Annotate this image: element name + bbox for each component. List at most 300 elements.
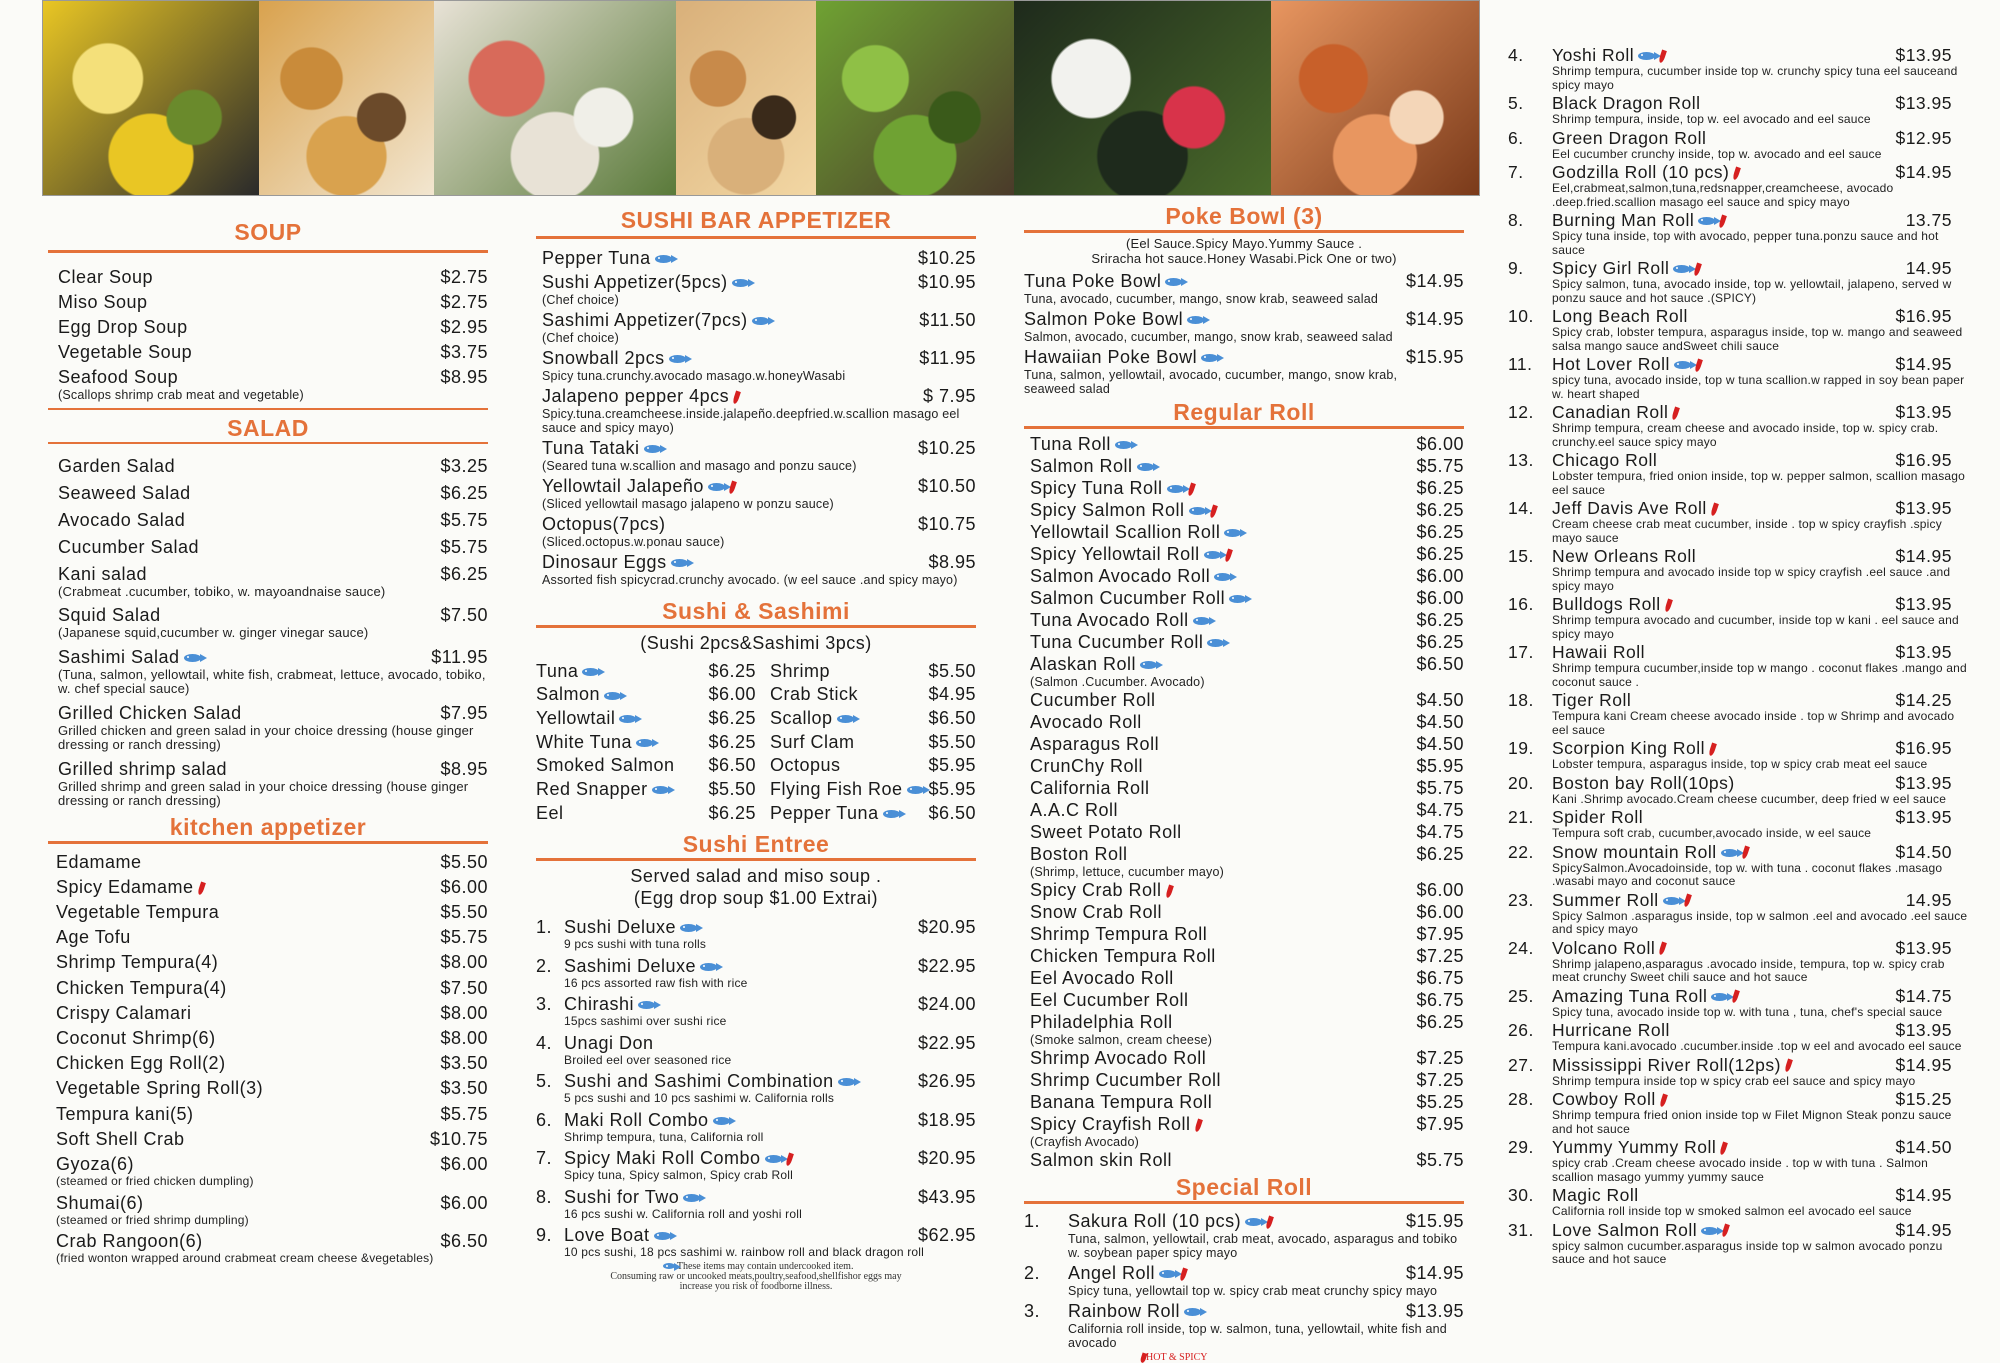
item-name: Shrimp Tempura Roll [1030, 924, 1208, 944]
item-description: (Sliced yellowtail masago jalapeno w ponzu sauce) [542, 497, 834, 511]
item-description: Lobster tempura, asparagus inside, top w spicy crab meat eel sauce [1552, 757, 1928, 771]
special-rolls-list [1508, 45, 1968, 1267]
item-price: $6.50 [1416, 654, 1464, 674]
item-name: Tuna Poke Bowl [1024, 271, 1162, 291]
menu-item [1508, 258, 1952, 278]
item-name: California Roll [1030, 778, 1150, 798]
item-price: $14.95 [1895, 162, 1952, 182]
pepper-icon [1664, 598, 1673, 612]
fish-icon [638, 1001, 655, 1009]
item-description: Spicy tuna inside, top with avocado, pepper tuna.ponzu sauce and hot sauce [1552, 229, 1939, 257]
menu-item [1024, 1262, 1464, 1284]
item-description: Lobster tempura, fried onion inside, top w. pepper salmon, scallion masago eel sauce [1552, 469, 1966, 497]
item-name: Eel [536, 802, 564, 823]
special-title: Special Roll [1175, 1174, 1313, 1200]
item-price: $14.95 [1895, 1185, 1952, 1205]
item-name: Bulldogs Roll [1552, 594, 1661, 614]
item-name: Vegetable Spring Roll(3) [56, 1078, 264, 1099]
menu-item [58, 316, 488, 338]
menu-item [1030, 733, 1464, 755]
item-price: $6.75 [1416, 990, 1464, 1010]
item-description: California roll inside, top w. salmon, tuna, yellowtail, white fish and avocado [1068, 1322, 1447, 1350]
item-description: Spicy Salmon .asparagus inside, top w salmon .eel and avocado .eel sauce and spicy mayo [1552, 908, 1968, 936]
item-name: Salmon Poke Bowl [1024, 309, 1184, 329]
menu-item [536, 993, 976, 1015]
item-price: $6.00 [1416, 880, 1464, 900]
item-name: Scallop [770, 708, 833, 729]
menu-item [58, 758, 488, 780]
item-price: $6.50 [440, 1231, 488, 1252]
item-price: $62.95 [917, 1225, 976, 1245]
item-description: 9 pcs sushi with tuna rolls [564, 937, 707, 951]
fish-icon [1140, 661, 1157, 669]
sushi-sashimi-right [770, 658, 976, 824]
item-price: $10.50 [917, 476, 976, 496]
salad-title: SALAD [227, 414, 309, 441]
menu-item [1030, 945, 1464, 967]
pepper-icon [1672, 406, 1681, 420]
menu-item [1508, 306, 1952, 326]
item-description: (Shrimp, lettuce, cucumber mayo) [1030, 865, 1224, 879]
item-description: Cream cheese crab meat cucumber, inside . top w spicy crayfish .spicy mayo sauce [1552, 517, 1942, 545]
menu-item [1030, 1091, 1464, 1113]
item-price: $13.95 [1895, 45, 1952, 65]
item-description: (Salmon .Cucumber. Avocado) [1030, 675, 1205, 689]
item-price: $6.25 [1416, 1012, 1464, 1032]
item-name: Edamame [56, 851, 142, 872]
column-soup-salad-kitchen [48, 218, 488, 1266]
item-price: $43.95 [917, 1186, 976, 1207]
menu-item [56, 951, 488, 973]
item-price: $14.95 [1895, 1219, 1952, 1240]
menu-item [1030, 1113, 1464, 1135]
item-price: $3.25 [440, 455, 488, 476]
item-name: Garden Salad [58, 455, 176, 476]
poke-line1: (Eel Sauce.Spicy Mayo.Yummy Sauce . [1125, 236, 1363, 251]
menu-item [1024, 270, 1464, 292]
soup-title: SOUP [234, 219, 302, 245]
item-price: $11.50 [919, 310, 976, 330]
item-price: $7.50 [440, 605, 488, 625]
item-number: 10. [1508, 306, 1534, 326]
item-price: $6.25 [1416, 632, 1464, 652]
item-description: Spicy tuna.crunchy.avocado masago.w.honeyWasabi [542, 369, 846, 383]
item-price: $2.75 [440, 267, 488, 287]
menu-item [1030, 499, 1464, 521]
item-name: Sushi for Two [564, 1186, 680, 1207]
fish-icon [1115, 441, 1132, 449]
item-name: Shrimp Avocado Roll [1030, 1048, 1207, 1068]
fish-icon [1673, 265, 1690, 273]
item-description: Kani .Shrimp avocado.Cream cheese cucumber, deep fried w eel sauce [1552, 791, 1947, 806]
item-name: Hawaii Roll [1552, 642, 1646, 662]
menu-item [1024, 1300, 1464, 1322]
item-name: White Tuna [536, 731, 633, 752]
legend-label: HOT & SPICY [1146, 1352, 1208, 1363]
item-name: Salmon Avocado Roll [1030, 566, 1211, 586]
item-number: 1. [1024, 1211, 1041, 1231]
item-price: $6.50 [928, 708, 976, 729]
item-number: 23. [1508, 889, 1534, 910]
item-price: 13.75 [1905, 210, 1952, 230]
pepper-icon [1708, 742, 1717, 756]
item-number: 4. [536, 1032, 553, 1053]
item-description: Shrimp tempura avocado and cucumber, inside top w kani . eel sauce and spicy mayo [1552, 613, 1959, 641]
item-price: $16.95 [1895, 306, 1952, 326]
item-price: $7.25 [1416, 1048, 1464, 1068]
fish-icon [1193, 617, 1210, 625]
item-price: $6.00 [1416, 588, 1464, 608]
item-price: $13.95 [1895, 93, 1952, 113]
item-description: Shrimp tempura inside top w spicy crab eel sauce and spicy mayo [1552, 1073, 1916, 1088]
fish-icon [765, 1155, 782, 1163]
item-price: $20.95 [917, 1148, 976, 1168]
item-price: $5.75 [1416, 456, 1464, 476]
item-description: (steamed or fried shrimp dumpling) [56, 1212, 249, 1227]
fish-icon [1711, 993, 1728, 1001]
item-name: Tuna Avocado Roll [1030, 610, 1189, 630]
item-name: Cucumber Salad [58, 536, 200, 557]
item-name: Asparagus Roll [1030, 734, 1160, 754]
item-description: 15pcs sashimi over sushi rice [564, 1014, 727, 1028]
item-name: Spicy Maki Roll Combo [564, 1148, 761, 1168]
menu-item [56, 901, 488, 923]
item-name: Angel Roll [1068, 1263, 1156, 1283]
item-price: $6.25 [1416, 522, 1464, 542]
menu-item [1024, 308, 1464, 330]
menu-item [58, 455, 488, 477]
menu-item [536, 660, 756, 682]
item-price: $4.50 [1416, 734, 1464, 754]
item-name: Hot Lover Roll [1552, 354, 1670, 374]
item-price: $14.95 [1895, 354, 1952, 374]
item-price: $13.95 [1895, 498, 1952, 518]
item-description: Spicy tuna, avocado inside top w. with tuna , tuna, chef's special sauce [1552, 1004, 1943, 1019]
fish-icon [1663, 897, 1680, 905]
item-price: $5.50 [928, 731, 976, 752]
item-price: $14.95 [1405, 1263, 1464, 1283]
item-description: Tuna, avocado, cucumber, mango, snow krab, seaweed salad [1024, 292, 1378, 306]
item-description: Spicy.tuna.creamcheese.inside.jalapeño.deepfried.w.scallion masago eel sauce and spicy mayo) [542, 407, 960, 435]
item-name: Volcano Roll [1552, 937, 1656, 958]
menu-item [56, 1128, 488, 1150]
sushi-entree-line1: Served salad and miso soup . [630, 866, 882, 886]
fish-icon [1207, 639, 1224, 647]
item-number: 21. [1508, 807, 1534, 827]
item-name: Sashimi Deluxe [564, 955, 697, 976]
item-name: Shrimp [770, 660, 831, 681]
item-price: $7.95 [440, 702, 488, 723]
item-name: A.A.C Roll [1030, 800, 1119, 820]
menu-item [1030, 653, 1464, 675]
menu-item [1024, 346, 1464, 368]
menu-item [770, 660, 976, 682]
menu-item [536, 1032, 976, 1054]
menu-item [58, 341, 488, 363]
menu-item [1508, 1055, 1952, 1075]
menu-item [56, 1002, 488, 1024]
item-price: $14.75 [1895, 985, 1952, 1006]
menu-item [536, 802, 756, 824]
item-number: 11. [1508, 354, 1533, 374]
menu-item [58, 291, 488, 313]
item-name: Coconut Shrimp(6) [56, 1028, 216, 1048]
menu-item [1030, 799, 1464, 821]
fish-icon [1674, 361, 1691, 369]
menu-item [536, 916, 976, 938]
item-number: 1. [536, 917, 553, 937]
item-name: Gyoza(6) [56, 1153, 135, 1174]
item-description: spicy tuna, avocado inside, top w tuna scallion.w rapped in soy bean paper w. heart shaped [1552, 373, 1965, 401]
item-name: Avocado Salad [58, 509, 186, 530]
item-price: $6.25 [440, 563, 488, 584]
item-name: Cowboy Roll [1552, 1089, 1656, 1109]
item-name: Avocado Roll [1030, 712, 1142, 732]
item-name: Spicy Girl Roll [1552, 258, 1670, 278]
item-description: 5 pcs sushi and 10 pcs sashimi w. California rolls [564, 1091, 835, 1105]
item-name: Snow Crab Roll [1030, 902, 1163, 922]
item-description: Salmon, avocado, cucumber, mango, snow krab, seaweed salad [1024, 330, 1393, 344]
item-number: 26. [1508, 1020, 1534, 1040]
menu-item [1508, 986, 1952, 1006]
photo-edamame [816, 1, 1014, 195]
menu-item [1508, 1220, 1952, 1240]
menu-item [1508, 642, 1952, 662]
column-poke-regular-special [1024, 202, 1464, 1363]
item-name: Burning Man Roll [1552, 210, 1695, 230]
item-name: Amazing Tuna Roll [1552, 985, 1708, 1006]
item-price: $13.95 [1895, 402, 1952, 422]
item-price: $13.95 [1895, 1020, 1952, 1040]
menu-item [536, 707, 756, 729]
fish-icon [1224, 529, 1241, 537]
pepper-icon [1710, 502, 1719, 516]
item-description: Shrimp jalapeno,asparagus .avocado inside, tempura, top w. spicy crab meat crunchy Sweet chili sauce and hot sauce [1552, 956, 1945, 984]
menu-item [1030, 821, 1464, 843]
item-price: $6.25 [708, 731, 756, 752]
photo-sushi-rolls [434, 1, 676, 195]
item-name: Chicken Tempura Roll [1030, 946, 1216, 966]
pepper-icon [1659, 1093, 1668, 1107]
item-name: Long Beach Roll [1552, 306, 1688, 326]
item-number: 6. [1508, 127, 1524, 148]
fish-icon [680, 924, 697, 932]
item-price: $4.50 [1416, 712, 1464, 732]
item-name: Clear Soup [58, 267, 154, 287]
item-price: $6.25 [1416, 844, 1464, 864]
item-description: Tempura kani Cream cheese avocado inside . top w Shrimp and avocado eel sauce [1552, 709, 1955, 737]
menu-item [1030, 1047, 1464, 1069]
item-name: Spicy Edamame [56, 876, 194, 897]
menu-item [542, 475, 976, 497]
item-description: (Crabmeat .cucumber, tobiko, w. mayoandnaise sauce) [58, 583, 386, 599]
fish-icon [619, 715, 636, 723]
menu-item [1508, 773, 1952, 793]
item-price: $6.75 [1416, 968, 1464, 988]
menu-item [770, 754, 976, 776]
menu-item [1030, 1069, 1464, 1091]
item-description: (Chef choice) [542, 331, 619, 345]
sushi-sashimi-left [536, 658, 756, 824]
item-price: $2.95 [440, 317, 488, 337]
item-price: $5.75 [1416, 1150, 1464, 1170]
sushi-sashimi-title: Sushi & Sashimi [662, 598, 850, 624]
item-name: Tempura kani(5) [56, 1103, 194, 1124]
photo-gyoza [676, 1, 816, 195]
item-name: Soft Shell Crab [56, 1128, 185, 1149]
item-number: 12. [1508, 402, 1534, 422]
item-name: Scorpion King Roll [1552, 738, 1705, 758]
item-name: Tiger Roll [1552, 690, 1632, 710]
item-name: Sakura Roll (10 pcs) [1068, 1211, 1242, 1231]
item-price: $18.95 [917, 1109, 976, 1130]
item-name: Hawaiian Poke Bowl [1024, 347, 1198, 367]
item-name: Black Dragon Roll [1552, 93, 1701, 113]
fish-icon [669, 355, 686, 363]
menu-item [542, 247, 976, 269]
menu-item [58, 266, 488, 288]
item-name: Boston Roll [1030, 844, 1128, 864]
item-number: 9. [1508, 258, 1524, 278]
item-number: 3. [536, 994, 553, 1014]
item-price: $16.95 [1895, 450, 1952, 470]
item-price: $14.95 [1405, 309, 1464, 329]
item-name: Jeff Davis Ave Roll [1552, 498, 1707, 518]
item-number: 4. [1508, 45, 1524, 65]
menu-item [1508, 690, 1952, 710]
fish-icon [1638, 52, 1655, 60]
item-description: (steamed or fried chicken dumpling) [56, 1173, 254, 1188]
item-description: (Crayfish Avocado) [1030, 1135, 1139, 1149]
item-price: $ 7.95 [922, 386, 976, 406]
fish-icon [1701, 1227, 1718, 1235]
item-name: Spicy Crab Roll [1030, 880, 1162, 900]
item-name: Sushi Deluxe [564, 917, 677, 937]
item-name: Shumai(6) [56, 1192, 144, 1213]
menu-item [1030, 609, 1464, 631]
item-number: 17. [1508, 642, 1534, 662]
item-name: Vegetable Tempura [56, 902, 220, 923]
item-name: Yummy Yummy Roll [1552, 1137, 1717, 1157]
item-price: $3.50 [440, 1053, 488, 1074]
item-name: Sushi and Sashimi Combination [564, 1071, 834, 1091]
item-price: $16.95 [1895, 738, 1952, 758]
column-sushi-bar [536, 206, 976, 1292]
menu-item [1030, 843, 1464, 865]
item-price: $5.75 [1416, 778, 1464, 798]
item-name: Seafood Soup [58, 367, 179, 387]
item-number: 30. [1508, 1185, 1534, 1205]
item-name: Sashimi Salad [58, 646, 180, 667]
disclaimer-line-3: increase you risk of foodborne illness. [679, 1280, 833, 1292]
menu-item [1508, 354, 1952, 374]
item-name: Boston bay Roll(10ps) [1552, 772, 1735, 793]
item-number: 28. [1508, 1089, 1534, 1109]
item-price: $15.25 [1895, 1089, 1952, 1109]
fish-icon [652, 786, 669, 794]
menu-item [770, 731, 976, 753]
item-name: Miso Soup [58, 292, 148, 312]
item-number: 31. [1508, 1219, 1534, 1240]
item-description: 16 pcs sushi w. California roll and yoshi roll [564, 1206, 802, 1221]
item-price: $10.75 [429, 1128, 488, 1149]
sushi-bar-title: SUSHI BAR APPETIZER [620, 207, 892, 233]
menu-item [1030, 989, 1464, 1011]
menu-item [1030, 777, 1464, 799]
item-price: $10.25 [917, 248, 976, 268]
item-name: Grilled Chicken Salad [58, 702, 242, 723]
sushi-entree-title: Sushi Entree [682, 831, 830, 857]
item-name: Seaweed Salad [58, 482, 191, 503]
sushi-entree-rule [536, 858, 976, 861]
menu-item [58, 482, 488, 504]
menu-item [1030, 477, 1464, 499]
item-description: Spicy tuna, yellowtail top w. spicy crab meat crunchy spicy mayo [1068, 1284, 1438, 1298]
item-price: 14.95 [1905, 258, 1952, 278]
fish-icon [1159, 1270, 1176, 1278]
menu-item [1508, 1185, 1952, 1205]
item-price: $6.25 [440, 482, 488, 503]
item-name: Summer Roll [1552, 889, 1659, 910]
item-description: (Smoke salmon, cream cheese) [1030, 1033, 1213, 1047]
item-description: spicy salmon cucumber.asparagus inside top w salmon avocado ponzu sauce and hot sauce [1552, 1238, 1943, 1266]
menu-item [542, 309, 976, 331]
photo-tuna-maki [1014, 1, 1272, 195]
item-name: Pepper Tuna [542, 248, 651, 268]
menu-item [1508, 128, 1952, 148]
item-name: Sweet Potato Roll [1030, 822, 1182, 842]
menu-item [1030, 967, 1464, 989]
item-description: (Japanese squid,cucumber w. ginger vinegar sauce) [58, 625, 369, 640]
item-price: $6.25 [1416, 478, 1464, 498]
menu-item [536, 1109, 976, 1131]
sushi-sashimi-subtitle: (Sushi 2pcs&Sashimi 3pcs) [640, 633, 872, 653]
item-number: 24. [1508, 937, 1534, 958]
item-number: 25. [1508, 985, 1534, 1006]
fish-icon [604, 692, 621, 700]
item-name: Pepper Tuna [770, 802, 879, 823]
item-price: $13.95 [1895, 772, 1952, 793]
item-price: $13.95 [1405, 1301, 1464, 1321]
item-name: Salmon [536, 684, 601, 705]
menu-item [1030, 455, 1464, 477]
item-price: $15.95 [1405, 347, 1464, 367]
item-price: $14.50 [1895, 841, 1952, 862]
item-name: Crab Stick [770, 684, 859, 705]
item-description: Shrimp tempura and avocado inside top w spicy crayfish .eel sauce .and spicy mayo [1552, 565, 1951, 593]
fish-icon [700, 963, 717, 971]
item-name: Spicy Salmon Roll [1030, 500, 1185, 520]
item-price: $5.25 [1416, 1092, 1464, 1112]
item-price: $13.95 [1895, 937, 1952, 958]
item-name: Kani salad [58, 563, 148, 584]
item-price: $6.00 [708, 684, 756, 705]
item-description: (Seared tuna w.scallion and masago and ponzu sauce) [542, 459, 857, 473]
sushi-sashimi-grid [536, 658, 976, 828]
item-price: $14.50 [1895, 1137, 1952, 1157]
item-price: $11.95 [431, 646, 488, 667]
fish-icon [1698, 217, 1715, 225]
item-description: Tuna, salmon, yellowtail, crab meat, avocado, asparagus and tobiko w. soybean paper spicy mayo [1068, 1232, 1458, 1260]
item-price: $12.95 [1895, 127, 1952, 148]
item-description: Shrimp tempura, tuna, California roll [564, 1129, 764, 1144]
fish-icon [1721, 849, 1738, 857]
item-description: (Scallops shrimp crab meat and vegetable) [58, 388, 304, 402]
menu-item [1508, 1089, 1952, 1109]
item-price: $6.25 [708, 802, 756, 823]
item-price: $8.95 [440, 367, 488, 387]
item-name: Green Dragon Roll [1552, 127, 1707, 148]
